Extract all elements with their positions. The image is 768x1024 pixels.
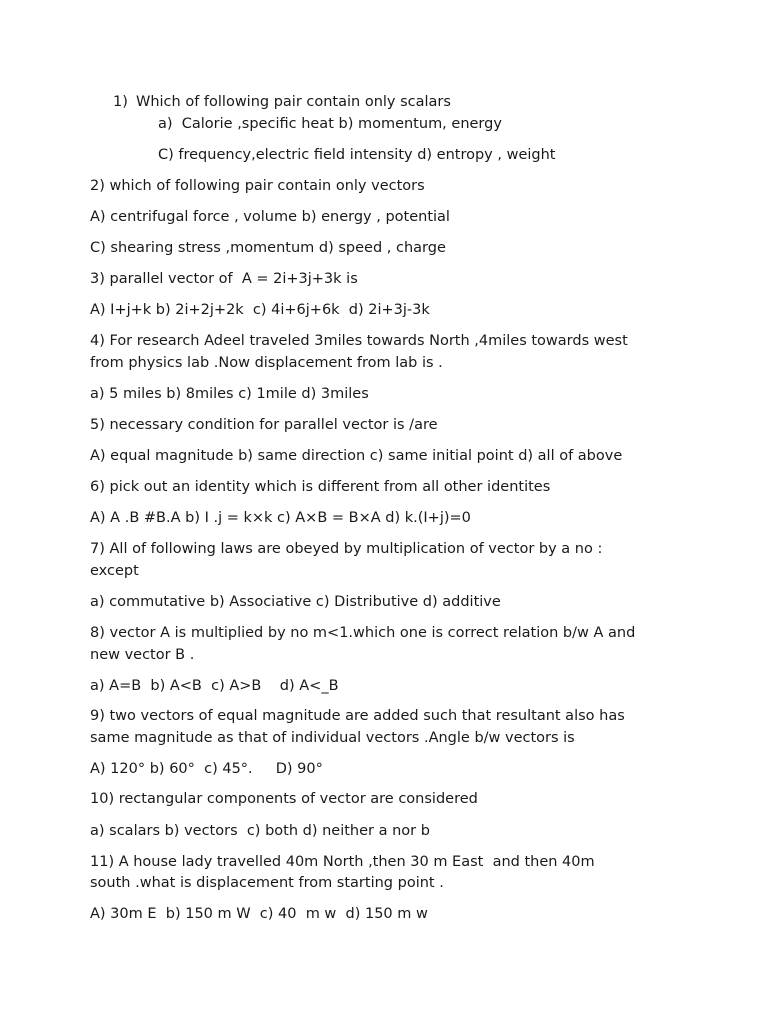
q4-question-line2: from physics lab .Now displacement from lab is . xyxy=(90,355,443,371)
q7-question-line1: 7) All of following laws are obeyed by multiplication of vector by a no : xyxy=(90,541,603,557)
q5-question: 5) necessary condition for parallel vector is /are xyxy=(90,417,438,433)
q11-question-line1: 11) A house lady travelled 40m North ,then 30 m East and then 40m xyxy=(90,854,595,870)
q9-question-line1: 9) two vectors of equal magnitude are added such that resultant also has xyxy=(90,708,625,724)
q8-question-line1: 8) vector A is multiplied by no m<1.which one is correct relation b/w A and xyxy=(90,625,636,641)
q2-question: 2) which of following pair contain only vectors xyxy=(90,178,425,194)
q4-question-line1: 4) For research Adeel traveled 3miles towards North ,4miles towards west xyxy=(90,333,628,349)
q9-question-line2: same magnitude as that of individual vectors .Angle b/w vectors is xyxy=(90,730,575,746)
q1-question: Which of following pair contain only scalars xyxy=(136,94,451,110)
q2-options-ab: A) centrifugal force , volume b) energy , potential xyxy=(90,209,450,225)
q2-options-cd: C) shearing stress ,momentum d) speed , charge xyxy=(90,240,446,256)
q3-question: 3) parallel vector of A = 2i+3j+3k is xyxy=(90,271,358,287)
q6-question: 6) pick out an identity which is different from all other identites xyxy=(90,479,551,495)
q10-options: a) scalars b) vectors c) both d) neither a nor b xyxy=(90,823,430,839)
q10-question: 10) rectangular components of vector are considered xyxy=(90,791,478,807)
q1-number: 1) xyxy=(113,94,128,110)
q11-question-line2: south .what is displacement from starting point . xyxy=(90,875,444,891)
q8-options: a) A=B b) A<B c) A>B d) A<_B xyxy=(90,678,339,694)
q1-option-a: a) Calorie ,specific heat b) momentum, energy xyxy=(158,116,502,132)
q11-options: A) 30m E b) 150 m W c) 40 m w d) 150 m w xyxy=(90,906,428,922)
q9-options: A) 120° b) 60° c) 45°. D) 90° xyxy=(90,761,323,777)
q7-options: a) commutative b) Associative c) Distributive d) additive xyxy=(90,594,501,610)
q4-options: a) 5 miles b) 8miles c) 1mile d) 3miles xyxy=(90,386,369,402)
q7-question-line2: except xyxy=(90,563,139,579)
q6-options: A) A .B #B.A b) I .j = k×k c) A×B = B×A d) k.(I+j)=0 xyxy=(90,510,471,526)
q3-options: A) I+j+k b) 2i+2j+2k c) 4i+6j+6k d) 2i+3j-3k xyxy=(90,302,430,318)
q8-question-line2: new vector B . xyxy=(90,647,195,663)
q1-option-c: C) frequency,electric field intensity d) entropy , weight xyxy=(158,147,556,163)
q5-options: A) equal magnitude b) same direction c) same initial point d) all of above xyxy=(90,448,623,464)
